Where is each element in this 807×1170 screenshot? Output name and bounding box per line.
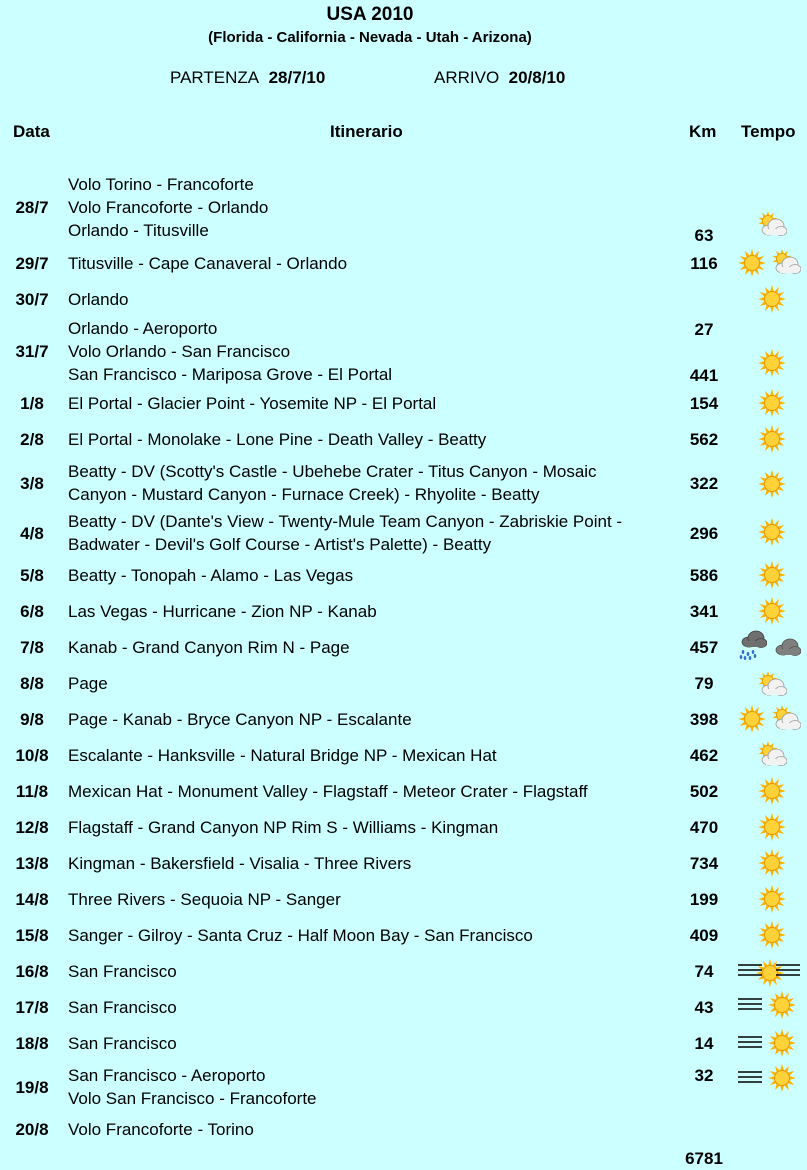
sun-icon — [737, 704, 767, 734]
sun-icon — [757, 517, 787, 547]
itinerary-cell — [68, 636, 678, 659]
arrival-date: 20/8/10 — [508, 68, 566, 87]
weather-cell — [757, 210, 787, 240]
km-cell: 63 — [694, 226, 714, 245]
itinerary-line: San Francisco — [68, 1034, 177, 1053]
km-cell: 199 — [689, 890, 719, 909]
total-km: 6781 — [685, 1149, 723, 1168]
itinerary-line: Las Vegas - Hurricane - Zion NP - Kanab — [68, 602, 377, 621]
fog-icon — [737, 996, 763, 1014]
itinerary-cell — [68, 888, 678, 911]
sun-icon — [757, 388, 787, 418]
date-cell: 29/7 — [15, 254, 49, 273]
weather-cell — [757, 670, 787, 700]
sun-icon — [757, 776, 787, 806]
fog-icon — [737, 1069, 763, 1087]
itinerary-cell — [68, 672, 678, 695]
km-cell: 586 — [689, 566, 719, 585]
weather-cell — [757, 284, 787, 314]
partly-cloudy-icon — [757, 740, 787, 770]
sun-icon — [757, 284, 787, 314]
date-cell: 30/7 — [15, 290, 49, 309]
cloud-icon — [771, 630, 801, 660]
itinerary-line: Badwater - Devil's Golf Course - Artist's Palette) - Beatty — [68, 535, 492, 554]
weather-cell — [757, 848, 787, 878]
km-cell: 296 — [689, 523, 719, 543]
itinerary-line: Volo Torino - Francoforte — [68, 175, 254, 194]
km-cell: 14 — [694, 1034, 714, 1053]
arrival — [434, 68, 565, 88]
itinerary-line: Mexican Hat - Monument Valley - Flagstaff - Meteor Crater - Flagstaff — [68, 782, 588, 801]
itinerary-cell — [68, 960, 678, 983]
sun-icon — [757, 596, 787, 626]
date-cell: 11/8 — [15, 782, 49, 801]
weather-cell — [757, 517, 787, 547]
arrival-label: ARRIVO — [434, 68, 500, 87]
weather-cell — [757, 884, 787, 914]
itinerary-cell — [68, 288, 678, 311]
date-cell: 13/8 — [15, 854, 49, 873]
sun-icon — [757, 469, 787, 499]
departure — [170, 68, 325, 88]
sun-icon — [757, 560, 787, 590]
km-cell: 734 — [689, 854, 719, 873]
departure-date: 28/7/10 — [268, 68, 326, 87]
sun-icon — [757, 920, 787, 950]
itinerary-line: Kingman - Bakersfield - Visalia - Three Rivers — [68, 854, 412, 873]
itinerary-line: El Portal - Monolake - Lone Pine - Death Valley - Beatty — [68, 430, 487, 449]
date-cell: 18/8 — [15, 1034, 49, 1053]
km-cell: 154 — [689, 394, 719, 413]
itinerary-line: Canyon - Mustard Canyon - Furnace Creek) - Rhyolite - Beatty — [68, 485, 540, 504]
date-cell: 31/7 — [15, 342, 49, 361]
weather-cell — [737, 704, 801, 734]
km-cell: 32 — [694, 1066, 714, 1085]
weather-cell — [757, 596, 787, 626]
itinerary-line: San Francisco - Aeroporto — [68, 1066, 266, 1085]
itinerary-cell — [68, 1032, 678, 1055]
itinerary-cell — [68, 708, 678, 731]
itinerary-cell — [68, 392, 678, 415]
itinerary-cell — [68, 510, 678, 556]
date-cell: 10/8 — [15, 746, 49, 765]
itinerary-line: Orlando - Aeroporto — [68, 319, 218, 338]
date-cell: 3/8 — [20, 473, 44, 493]
weather-cell — [757, 424, 787, 454]
itinerary-line: Beatty - Tonopah - Alamo - Las Vegas — [68, 566, 354, 585]
weather-cell — [757, 469, 787, 499]
date-cell: 8/8 — [20, 674, 44, 693]
partly-cloudy-icon — [757, 210, 787, 240]
km-cell: 116 — [690, 254, 718, 273]
date-cell: 4/8 — [20, 523, 44, 543]
fog-sun-icon — [737, 956, 801, 986]
sun-icon — [757, 424, 787, 454]
page-title: USA 2010 — [326, 4, 414, 25]
date-cell: 6/8 — [20, 602, 44, 621]
fog-icon — [737, 1034, 763, 1052]
km-cell: 502 — [689, 782, 719, 801]
itinerary-cell — [68, 1118, 678, 1141]
itinerary-line: Volo Francoforte - Orlando — [68, 198, 269, 217]
page-subtitle: (Florida - California - Nevada - Utah - Arizona) — [208, 29, 532, 46]
km-cell: 322 — [689, 473, 719, 493]
column-header-date: Data — [13, 122, 50, 141]
sun-icon — [767, 1028, 797, 1058]
date-cell: 15/8 — [15, 926, 49, 945]
date-cell: 7/8 — [20, 638, 44, 657]
weather-cell — [757, 776, 787, 806]
sun-icon — [757, 884, 787, 914]
itinerary-cell — [68, 460, 678, 506]
km-cell: 74 — [694, 962, 714, 981]
date-cell: 19/8 — [15, 1077, 49, 1097]
sun-icon — [757, 812, 787, 842]
itinerary-cell — [68, 317, 678, 386]
km-cell: 79 — [694, 674, 714, 693]
weather-cell — [757, 560, 787, 590]
date-cell: 1/8 — [20, 394, 44, 413]
itinerary-cell — [68, 780, 678, 803]
date-cell: 2/8 — [20, 430, 44, 449]
itinerary-line: Flagstaff - Grand Canyon NP Rim S - Williams - Kingman — [68, 818, 499, 837]
sun-icon — [757, 848, 787, 878]
itinerary-line: Sanger - Gilroy - Santa Cruz - Half Moon Bay - San Francisco — [68, 926, 533, 945]
itinerary-line: Kanab - Grand Canyon Rim N - Page — [68, 638, 350, 657]
itinerary-line: San Francisco — [68, 998, 177, 1017]
km-cell: 470 — [689, 818, 719, 837]
departure-label: PARTENZA — [170, 68, 260, 87]
itinerary-cell — [68, 564, 678, 587]
weather-cell — [737, 248, 801, 278]
date-cell: 16/8 — [15, 962, 49, 981]
sun-icon — [767, 990, 797, 1020]
itinerary-cell — [68, 744, 678, 767]
itinerary-line: San Francisco - Mariposa Grove - El Portal — [68, 365, 393, 384]
date-cell: 20/8 — [15, 1120, 49, 1139]
itinerary-cell — [68, 816, 678, 839]
km-cell: 341 — [689, 602, 719, 621]
date-cell: 17/8 — [15, 998, 49, 1017]
date-cell: 5/8 — [20, 566, 44, 585]
km-cell: 457 — [689, 638, 719, 657]
itinerary-cell — [68, 924, 678, 947]
itinerary-cell — [68, 252, 678, 275]
itinerary-line: Escalante - Hanksville - Natural Bridge NP - Mexican Hat — [68, 746, 497, 765]
itinerary-line: Orlando — [68, 290, 129, 309]
itinerary-cell — [68, 1064, 678, 1110]
weather-cell — [757, 740, 787, 770]
itinerary-line: Volo Orlando - San Francisco — [68, 342, 291, 361]
weather-cell — [737, 1063, 797, 1093]
itinerary-line: Volo San Francisco - Francoforte — [68, 1089, 317, 1108]
itinerary-line: Beatty - DV (Scotty's Castle - Ubehebe Crater - Titus Canyon - Mosaic — [68, 462, 597, 481]
weather-cell — [737, 1028, 797, 1058]
date-cell: 12/8 — [15, 818, 49, 837]
partly-cloudy-icon — [757, 670, 787, 700]
sun-icon — [767, 1063, 797, 1093]
km-cell: 27 — [694, 320, 714, 339]
itinerary-line: Page — [68, 674, 108, 693]
date-cell: 9/8 — [20, 710, 44, 729]
km-cell: 462 — [689, 746, 719, 765]
itinerary-cell — [68, 852, 678, 875]
km-cell: 409 — [689, 926, 719, 945]
weather-cell — [757, 920, 787, 950]
weather-cell — [757, 348, 787, 378]
date-cell: 14/8 — [15, 890, 49, 909]
itinerary-line: Three Rivers - Sequoia NP - Sanger — [68, 890, 341, 909]
column-header-itinerary: Itinerario — [330, 122, 403, 141]
km-cell-secondary: 441 — [689, 366, 719, 385]
weather-cell — [757, 388, 787, 418]
itinerary-cell — [68, 996, 678, 1019]
rain-icon — [737, 630, 767, 660]
weather-cell — [737, 956, 801, 986]
itinerary-cell — [68, 173, 678, 242]
itinerary-line: Beatty - DV (Dante's View - Twenty-Mule Team Canyon - Zabriskie Point - — [68, 512, 623, 531]
weather-cell — [757, 812, 787, 842]
itinerary-line: Orlando - Titusville — [68, 221, 209, 240]
itinerary-cell — [68, 600, 678, 623]
sun-icon — [737, 248, 767, 278]
sun-icon — [757, 348, 787, 378]
weather-cell — [737, 990, 797, 1020]
itinerary-line: Page - Kanab - Bryce Canyon NP - Escalante — [68, 710, 412, 729]
itinerary-line: Titusville - Cape Canaveral - Orlando — [68, 254, 348, 273]
km-cell: 43 — [694, 998, 714, 1017]
km-cell: 398 — [689, 710, 719, 729]
itinerary-line: San Francisco — [68, 962, 177, 981]
partly-cloudy-icon — [771, 704, 801, 734]
km-cell: 562 — [689, 430, 719, 449]
partly-cloudy-icon — [771, 248, 801, 278]
weather-cell — [737, 630, 801, 660]
column-header-weather: Tempo — [741, 122, 796, 141]
column-header-km: Km — [689, 122, 717, 141]
itinerary-line: El Portal - Glacier Point - Yosemite NP - El Portal — [68, 394, 437, 413]
date-cell: 28/7 — [15, 198, 49, 217]
itinerary-cell — [68, 428, 678, 451]
itinerary-line: Volo Francoforte - Torino — [68, 1120, 254, 1139]
